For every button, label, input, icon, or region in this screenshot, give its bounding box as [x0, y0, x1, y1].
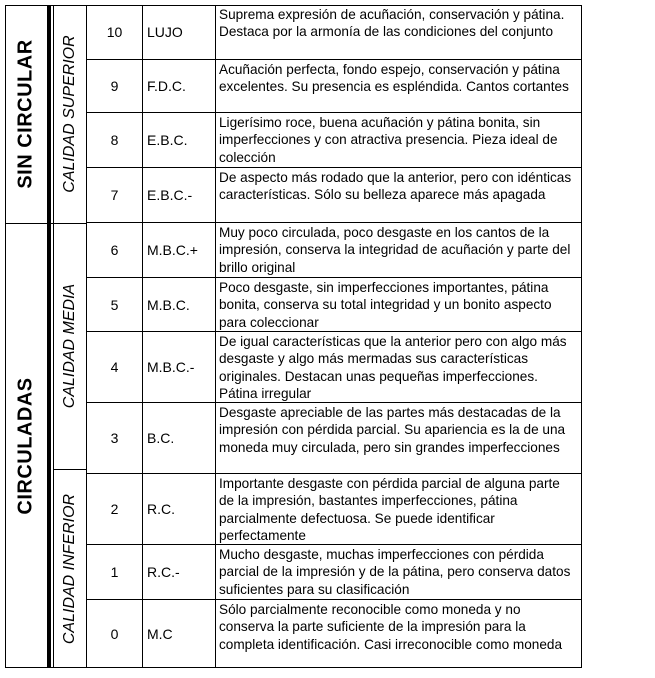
group-label-sin-circular: SIN CIRCULAR [14, 39, 37, 189]
grade-number: 4 [110, 359, 119, 375]
table-row [87, 403, 582, 474]
table-row [87, 113, 582, 168]
grade-code: R.C.- [147, 564, 180, 580]
grade-code: E.B.C.- [147, 187, 193, 203]
group-label-circuladas: CIRCULADAS [14, 376, 37, 515]
grade-number: 0 [110, 626, 119, 642]
grade-number: 10 [106, 24, 123, 40]
grade-code: R.C. [147, 501, 175, 517]
grade-description: Suprema expresión de acuñación, conservación y pátina. Destaca por la armonía de las condiciones del conjunto [219, 7, 565, 40]
column-divider [142, 5, 143, 668]
table-row [87, 5, 582, 60]
grade-number: 8 [110, 132, 119, 148]
grade-number: 3 [110, 430, 119, 446]
column-divider-thick [47, 5, 51, 668]
table-row [87, 474, 582, 545]
grade-description: De aspecto más rodado que la anterior, pero con idénticas características. Sólo su belleza aparece más apagada [219, 170, 572, 203]
grade-number: 9 [110, 78, 119, 94]
calidad-label-superior: CALIDAD SUPERIOR [61, 35, 78, 193]
table-row [87, 168, 582, 223]
grade-description: Ligerísimo roce, buena acuñación y pátina bonita, sin imperfecciones y con atractiva presencia. Pieza ideal de colección [219, 115, 558, 165]
group-divider [5, 223, 87, 224]
calidad-label-media: CALIDAD MEDIA [61, 283, 78, 409]
grading-table [5, 5, 582, 668]
calidad-cell-superior [53, 5, 87, 223]
grade-code: LUJO [147, 24, 183, 40]
grade-code: M.B.C.- [147, 359, 195, 375]
grade-number: 7 [110, 187, 119, 203]
table-row [87, 60, 582, 113]
grade-description: Sólo parcialmente reconocible como moneda y no conserva la parte suficiente de la impresión para la completa identificación. Casi irreconocible como moneda [219, 602, 563, 652]
grade-code: M.B.C.+ [147, 242, 198, 258]
grade-code: M.C [147, 626, 173, 642]
grade-code: F.D.C. [147, 78, 186, 94]
table-row [87, 600, 582, 668]
table-row [87, 332, 582, 403]
grade-code: E.B.C. [147, 132, 188, 148]
calidad-divider [53, 469, 87, 470]
column-divider [86, 5, 87, 668]
column-divider [53, 5, 54, 668]
table-row [87, 223, 582, 278]
calidad-label-inferior: CALIDAD INFERIOR [61, 493, 78, 644]
grade-description: Acuñación perfecta, fondo espejo, conservación y pátina excelentes. Su presencia es espléndida. Cantos cortantes [219, 62, 569, 95]
grade-description: Desgaste apreciable de las partes más destacadas de la impresión con pérdida parcial. Su apariencia es la de una moneda muy circulada, pero sin grandes imperfecciones [219, 405, 566, 455]
grade-description: De igual características que la anterior pero con algo más desgaste y algo más mermadas sus características originales. Destacan unas pequeñas imperfecciones. Pátina irregular [219, 334, 567, 402]
grade-number: 6 [110, 242, 119, 258]
calidad-cell-inferior [53, 469, 87, 668]
table-row [87, 545, 582, 600]
grade-number: 5 [110, 296, 119, 313]
grade-number: 2 [110, 501, 119, 517]
group-cell-sin-circular [5, 5, 47, 223]
group-cell-circuladas [5, 223, 47, 668]
grade-code: M.B.C. [147, 296, 190, 313]
grade-description: Importante desgaste con pérdida parcial de alguna parte de la impresión, bastantes imperfecciones, pátina parcialmente defectuosa. Se puede identificar perfectamente [219, 476, 560, 544]
grade-description: Mucho desgaste, muchas imperfecciones con pérdida parcial de la impresión y de la pátina, pero conserva datos suficientes para su clasificación [219, 547, 571, 597]
grade-code: B.C. [147, 430, 175, 446]
grade-description: Muy poco circulada, poco desgaste en los cantos de la impresión, conserva la integridad de acuñación y parte del brillo original [219, 225, 571, 275]
calidad-cell-media [53, 223, 87, 469]
column-divider [215, 5, 216, 668]
grade-description: Poco desgaste, sin imperfecciones importantes, pátina bonita, conserva su total integridad y un bonito aspecto para coleccionar [219, 280, 552, 330]
table-row [87, 278, 582, 332]
grade-number: 1 [110, 564, 119, 580]
